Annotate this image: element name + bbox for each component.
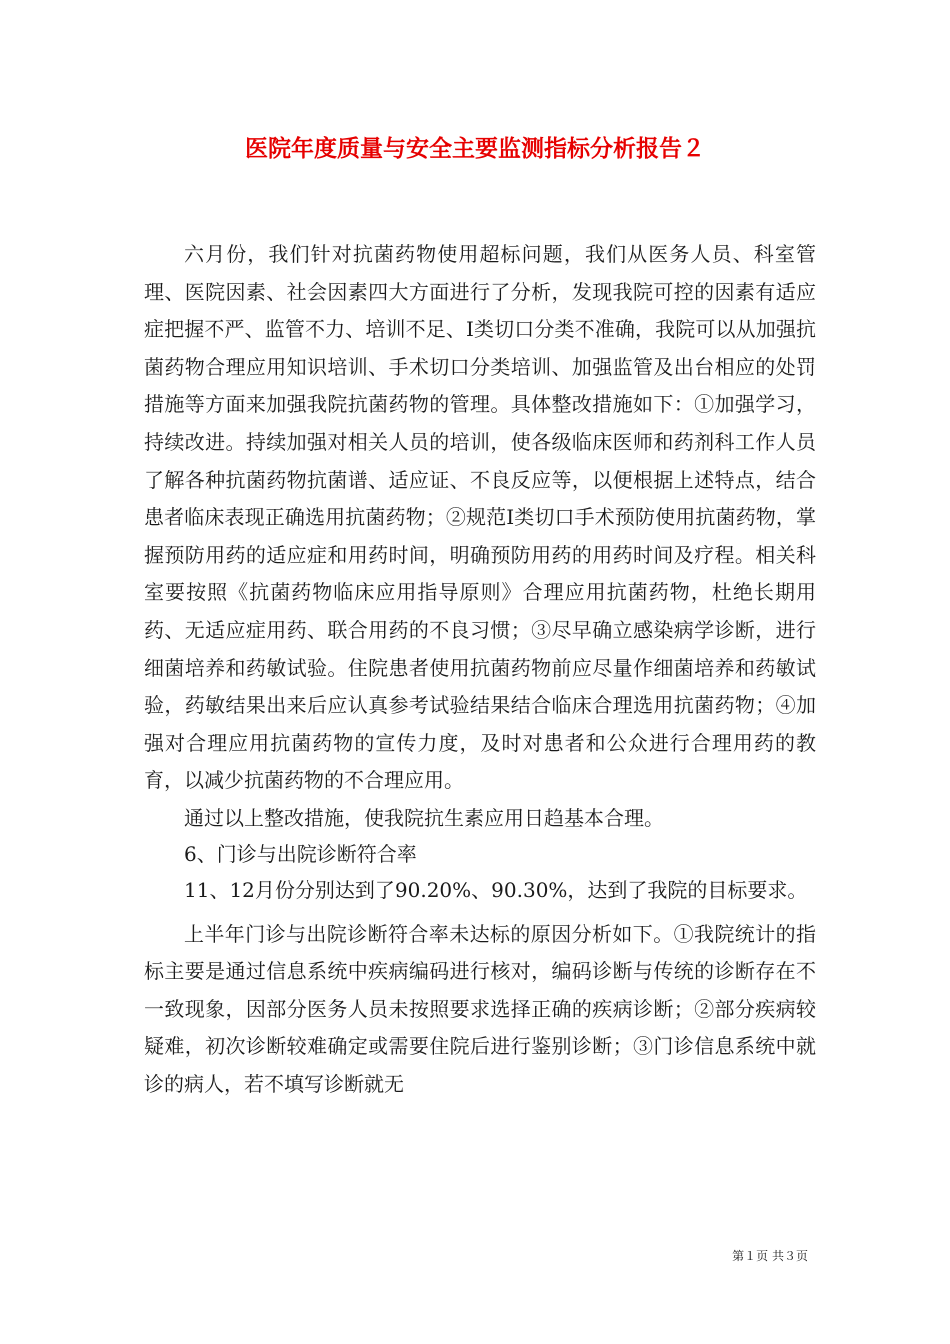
paragraph-rectification-result: 通过以上整改措施，使我院抗生素应用日趋基本合理。 xyxy=(184,805,664,830)
paragraph-diagnosis-rate-values: 11、12月份分别达到了90.20%、90.30%，达到了我院的目标要求。 xyxy=(184,877,808,902)
section-heading-diagnosis-rate: 6、门诊与出院诊断符合率 xyxy=(184,841,417,866)
document-title: 医院年度质量与安全主要监测指标分析报告２ xyxy=(245,135,705,162)
paragraph-diagnosis-rate-analysis: 上半年门诊与出院诊断符合率未达标的原因分析如下。①我院统计的指标主要是通过信息系统中疾病编码进行核对，编码诊断与传统的诊断存在不一致现象，因部分医务人员未按照要求选择正确的疾病诊断；②部分疾病较疑难，初次诊断较难确定或需要住院后进行鉴别诊断；③门诊信息系统中就诊的病人，若不填写诊断就无 xyxy=(144,921,816,1096)
paragraph-antibiotic-analysis: 六月份，我们针对抗菌药物使用超标问题，我们从医务人员、科室管理、医院因素、社会因素四大方面进行了分析，发现我院可控的因素有适应症把握不严、监管不力、培训不足、Ⅰ类切口分类不准确，我院可以从加强抗菌药物合理应用知识培训、手术切口分类培训、加强监管及出台相应的处罚措施等方面来加强我院抗菌药物的管理。具体整改措施如下：①加强学习，持续改进。持续加强对相关人员的培训，使各级临床医师和药剂科工作人员了解各种抗菌药物抗菌谱、适应证、不良反应等，以便根据上述特点，结合患者临床表现正确选用抗菌药物；②规范Ⅰ类切口手术预防使用抗菌药物，掌握预防用药的适应症和用药时间，明确预防用药的用药时间及疗程。相关科室要按照《抗菌药物临床应用指导原则》合理应用抗菌药物，杜绝长期用药、无适应症用药、联合用药的不良习惯；③尽早确立感染病学诊断，进行细菌培养和药敏试验。住院患者使用抗菌药物前应尽量作细菌培养和药敏试验，药敏结果出来后应认真参考试验结果结合临床合理选用抗菌药物；④加强对合理应用抗菌药物的宣传力度，及时对患者和公众进行合理用药的教育，以减少抗菌药物的不合理应用。 xyxy=(144,242,816,793)
page-indicator: 第１页 共３页 xyxy=(732,1249,808,1263)
document-body xyxy=(144,236,816,1103)
